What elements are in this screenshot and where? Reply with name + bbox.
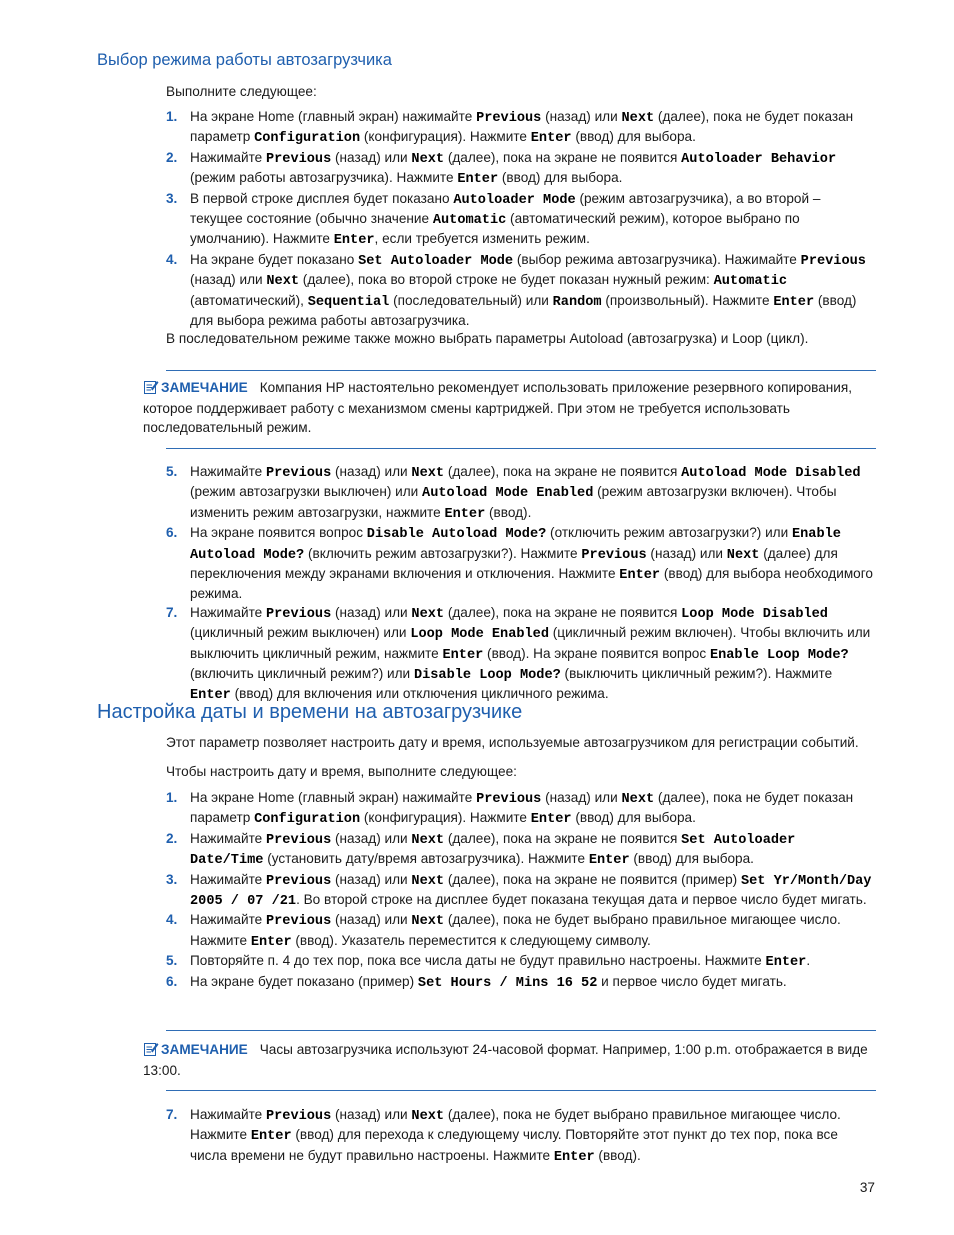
ui-keyword: Enter	[588, 853, 630, 869]
step-text: (назад) или	[331, 464, 412, 479]
ui-keyword: Previous	[800, 253, 866, 269]
list-item	[166, 830, 876, 871]
step-text: Нажимайте	[190, 1107, 266, 1122]
ui-keyword: Configuration	[254, 812, 361, 828]
step-text: (режим работы автозагрузчика). Нажмите	[190, 170, 458, 186]
step-text: (выключить цикличный режим?). Нажмите	[560, 666, 833, 682]
ui-keyword: Autoload Mode Enabled	[422, 486, 594, 502]
note-pencil-icon	[143, 379, 161, 400]
ui-keyword: Set Autoloader Mode	[358, 253, 514, 269]
step-text: (назад) или	[331, 871, 412, 887]
step-text: (ввод) для выбора.	[629, 851, 754, 867]
step-text: (цикличный режим выключен) или	[190, 625, 411, 641]
ui-keyword: Disable Loop Mode?	[413, 668, 561, 684]
ui-keyword: Enter	[530, 131, 572, 147]
step-text: (произвольный). Нажмите	[601, 292, 774, 308]
step-text: (автоматический),	[190, 292, 308, 308]
step-number: 4.	[166, 251, 178, 267]
ui-keyword: Set Yr/Month/Day 2005 / 07 /21	[190, 873, 872, 910]
ui-keyword: Autoloader Mode	[453, 192, 576, 208]
section2-steps	[166, 789, 876, 993]
step-text: (конфигурация). Нажмите	[360, 810, 531, 826]
ui-keyword: Sequential	[307, 294, 390, 310]
step-text: (ввод) для включения или отключения цикличного режима.	[230, 686, 609, 702]
ui-keyword: Next	[621, 111, 655, 126]
step-text: Нажимайте	[190, 604, 266, 620]
list-item	[166, 789, 876, 830]
ui-keyword: Automatic	[432, 213, 507, 229]
ui-keyword: Previous	[265, 1109, 332, 1124]
step-text: (конфигурация). Нажмите	[360, 129, 531, 145]
section2-steps-continued	[166, 1106, 876, 1167]
ui-keyword: Previous	[265, 832, 332, 848]
list-item	[166, 190, 876, 251]
ui-keyword: Enter	[619, 568, 661, 584]
list-item	[166, 604, 876, 706]
step-text: (ввод). Указатель переместится к следующему символу.	[291, 932, 651, 948]
step-text: На экране Home (главный экран) нажимайте	[190, 790, 477, 805]
ui-keyword: Set Autoloader Date/Time	[190, 832, 796, 869]
step-text: (назад) или	[646, 545, 727, 561]
ui-keyword: Next	[411, 873, 445, 889]
step-number: 4.	[166, 912, 178, 928]
step-text: . Во второй строке на дисплее будет показана текущая дата и первое число будет мигать.	[296, 892, 867, 908]
step-text: (автоматический режим), которое выбрано по умолчанию). Нажмите	[190, 211, 800, 247]
step-text: (далее), пока на экране не появится	[444, 830, 682, 846]
step-number: 3.	[166, 190, 178, 206]
step-number: 1.	[166, 790, 178, 805]
step-text: (отключить режим автозагрузки?) или	[546, 525, 792, 541]
step-text: (ввод) для перехода к следующему числу. Повторяйте этот пункт до тех пор, пока все числа времени не будут правильно настроены. Нажмите	[190, 1127, 838, 1163]
section1-steps	[166, 108, 876, 330]
list-item	[166, 463, 876, 524]
ui-keyword: Previous	[265, 873, 332, 889]
step-text: (далее), пока не будет выбрано правильное мигающее число. Нажмите	[190, 1107, 841, 1143]
ui-keyword: Enter	[190, 688, 231, 704]
ui-keyword: Enter	[250, 934, 292, 950]
ui-keyword: Enter	[442, 647, 484, 663]
step-text: (выбор режима автозагрузчика). Нажимайте	[513, 251, 801, 267]
note-label: ЗАМЕЧАНИЕ	[161, 1042, 248, 1057]
ui-keyword: Configuration	[254, 131, 361, 147]
step-number: 6.	[166, 973, 178, 989]
note-text: Часы автозагрузчика используют 24-часовой формат. Например, 1:00 p.m. отображается в виде 13:00.	[143, 1042, 868, 1079]
step-text: Нажимайте	[190, 464, 266, 479]
ui-keyword: Enter	[765, 955, 807, 971]
ui-keyword: Enter	[250, 1129, 292, 1145]
step-text: (назад) или	[541, 109, 622, 124]
step-number: 7.	[166, 1107, 178, 1122]
ui-keyword: Enter	[444, 506, 486, 522]
section1-steps-continued	[166, 463, 876, 706]
note-rule-bottom	[166, 448, 876, 449]
step-text: (ввод) для выбора.	[571, 810, 696, 826]
step-text: (далее), пока не будет показан параметр	[190, 109, 854, 145]
ui-keyword: Disable Autoload Mode?	[366, 527, 547, 543]
step-text: Нажимайте	[190, 830, 266, 846]
step-text: Нажимайте	[190, 149, 266, 165]
step-text: (назад) или	[331, 830, 412, 846]
step-number: 2.	[166, 149, 178, 165]
step-number: 7.	[166, 604, 178, 620]
list-item	[166, 871, 876, 912]
step-text: На экране Home (главный экран) нажимайте	[190, 109, 477, 124]
step-text: (цикличный режим включен). Чтобы включить или выключить цикличный режим, нажмите	[190, 625, 871, 661]
step-text: (назад) или	[190, 272, 267, 288]
step-text: , если требуется изменить режим.	[374, 231, 590, 247]
step-text: Нажимайте	[190, 871, 266, 887]
step-text: (ввод) для выбора режима работы автозагрузчика.	[190, 292, 857, 329]
step-text: и первое число будет мигать.	[597, 973, 787, 989]
step-text: Повторяйте п. 4 до тех пор, пока все числа даты не будут правильно настроены. Нажмите	[190, 953, 766, 969]
ui-keyword: Loop Mode Disabled	[681, 606, 828, 622]
ui-keyword: Next	[411, 606, 445, 622]
step-text: (назад) или	[331, 604, 412, 620]
note-block-2	[143, 1041, 876, 1081]
section-title-date-time: Настройка даты и времени на автозагрузчике	[97, 701, 523, 723]
step-text: (далее), пока не будет выбрано правильное мигающее число. Нажмите	[190, 912, 841, 948]
note-pencil-icon	[143, 1041, 161, 1062]
ui-keyword: Previous	[476, 792, 542, 807]
ui-keyword: Enter	[553, 1149, 595, 1165]
ui-keyword: Autoload Mode Disabled	[681, 466, 861, 481]
ui-keyword: Previous	[265, 466, 332, 481]
note-rule-bottom-2	[166, 1090, 876, 1091]
list-item	[166, 251, 876, 331]
step-text: (режим автозагрузки выключен) или	[190, 484, 423, 500]
step-text: (ввод). На экране появится вопрос	[483, 645, 710, 661]
step-text: В первой строке дисплея будет показано	[190, 190, 454, 206]
step-text: (ввод) для выбора.	[571, 129, 696, 145]
page-number: 37	[859, 1180, 875, 1195]
section2-intro-1: Этот параметр позволяет настроить дату и время, используемые автозагрузчиком для регистрации событий.	[166, 735, 859, 750]
ui-keyword: Next	[411, 466, 445, 481]
list-item	[166, 952, 876, 972]
ui-keyword: Next	[411, 1109, 445, 1124]
ui-keyword: Autoloader Behavior	[681, 151, 837, 167]
step-text: Нажимайте	[190, 912, 266, 928]
step-text: (режим автозагрузчика), а во второй – текущее состояние (обычно значение	[190, 190, 821, 227]
step-text: (далее), пока на экране не появится (пример)	[444, 871, 741, 887]
ui-keyword: Next	[411, 832, 445, 848]
step-text: (далее), пока не будет показан параметр	[190, 790, 854, 826]
ui-keyword: Enter	[333, 233, 375, 249]
ui-keyword: Previous	[265, 914, 332, 930]
ui-keyword: Previous	[476, 111, 542, 126]
step-text: (назад) или	[331, 912, 412, 928]
ui-keyword: Previous	[265, 151, 332, 167]
step-text: (режим автозагрузки включен). Чтобы изменить режим автозагрузки, нажмите	[190, 484, 837, 520]
step-number: 6.	[166, 525, 178, 541]
ui-keyword: Automatic	[713, 274, 788, 290]
step-text: (ввод).	[594, 1147, 641, 1163]
ui-keyword: Enter	[457, 172, 499, 188]
ui-keyword: Enable Loop Mode?	[709, 647, 849, 663]
ui-keyword: Next	[411, 914, 445, 930]
section1-intro: Выполните следующее:	[166, 84, 317, 99]
step-text: (далее), пока на экране не появится	[444, 149, 682, 165]
list-item	[166, 973, 876, 993]
ui-keyword: Enter	[773, 294, 815, 310]
step-text: (назад) или	[541, 790, 622, 805]
step-text: На экране будет показано	[190, 251, 359, 267]
ui-keyword: Enter	[530, 812, 572, 828]
section-title-autoloader-mode: Выбор режима работы автозагрузчика	[97, 51, 392, 69]
section1-after-text: В последовательном режиме также можно выбрать параметры Autoload (автозагрузка) и Loop (цикл).	[166, 331, 809, 346]
step-text: (ввод) для выбора необходимого режима.	[190, 566, 873, 602]
step-number: 2.	[166, 830, 178, 846]
ui-keyword: Previous	[581, 547, 647, 563]
step-text: .	[806, 953, 811, 969]
step-text: (далее) для переключения между экранами включения и отключения. Нажмите	[190, 545, 838, 582]
step-text: (ввод) для выбора.	[498, 170, 623, 186]
note-text: Компания HP настоятельно рекомендует использовать приложение резервного копирования, которое поддерживает работу с механизмом смены картриджей. При этом не требуется использовать последовательный режим.	[143, 380, 853, 435]
ui-keyword: Next	[726, 547, 760, 563]
list-item	[166, 524, 876, 604]
step-text: (ввод).	[485, 504, 532, 520]
list-item	[166, 1106, 876, 1167]
ui-keyword: Loop Mode Enabled	[410, 627, 549, 643]
ui-keyword: Previous	[265, 606, 332, 622]
step-text: На экране будет показано (пример)	[190, 973, 418, 989]
list-item	[166, 149, 876, 190]
section2-intro-2: Чтобы настроить дату и время, выполните следующее:	[166, 764, 517, 779]
ui-keyword: Next	[411, 151, 445, 167]
note-rule-top-2	[166, 1030, 876, 1031]
list-item	[166, 108, 876, 149]
step-number: 3.	[166, 871, 178, 887]
step-number: 5.	[166, 953, 178, 969]
ui-keyword: Random	[552, 294, 602, 310]
step-text: (включить режим автозагрузки?). Нажмите	[304, 545, 582, 561]
step-text: (назад) или	[331, 1107, 412, 1122]
ui-keyword: Enable Autoload Mode?	[190, 527, 841, 563]
step-text: На экране появится вопрос	[190, 525, 367, 541]
step-number: 1.	[166, 109, 178, 124]
step-text: (далее), пока на экране не появится	[444, 604, 682, 620]
step-text: (назад) или	[331, 149, 412, 165]
step-text: (далее), пока во второй строке не будет показан нужный режим:	[299, 272, 714, 288]
note-block-1	[143, 379, 876, 437]
note-label: ЗАМЕЧАНИЕ	[161, 380, 248, 395]
step-text: (включить цикличный режим?) или	[190, 666, 414, 682]
note-rule-top	[166, 370, 876, 371]
step-text: (далее), пока на экране не появится	[444, 464, 682, 479]
ui-keyword: Set Hours / Mins 16 52	[417, 975, 598, 991]
step-number: 5.	[166, 464, 178, 479]
ui-keyword: Next	[621, 792, 655, 807]
step-text: (установить дату/время автозагрузчика). Нажмите	[263, 851, 589, 867]
list-item	[166, 911, 876, 952]
step-text: (последовательный) или	[389, 292, 553, 308]
ui-keyword: Next	[266, 274, 300, 290]
